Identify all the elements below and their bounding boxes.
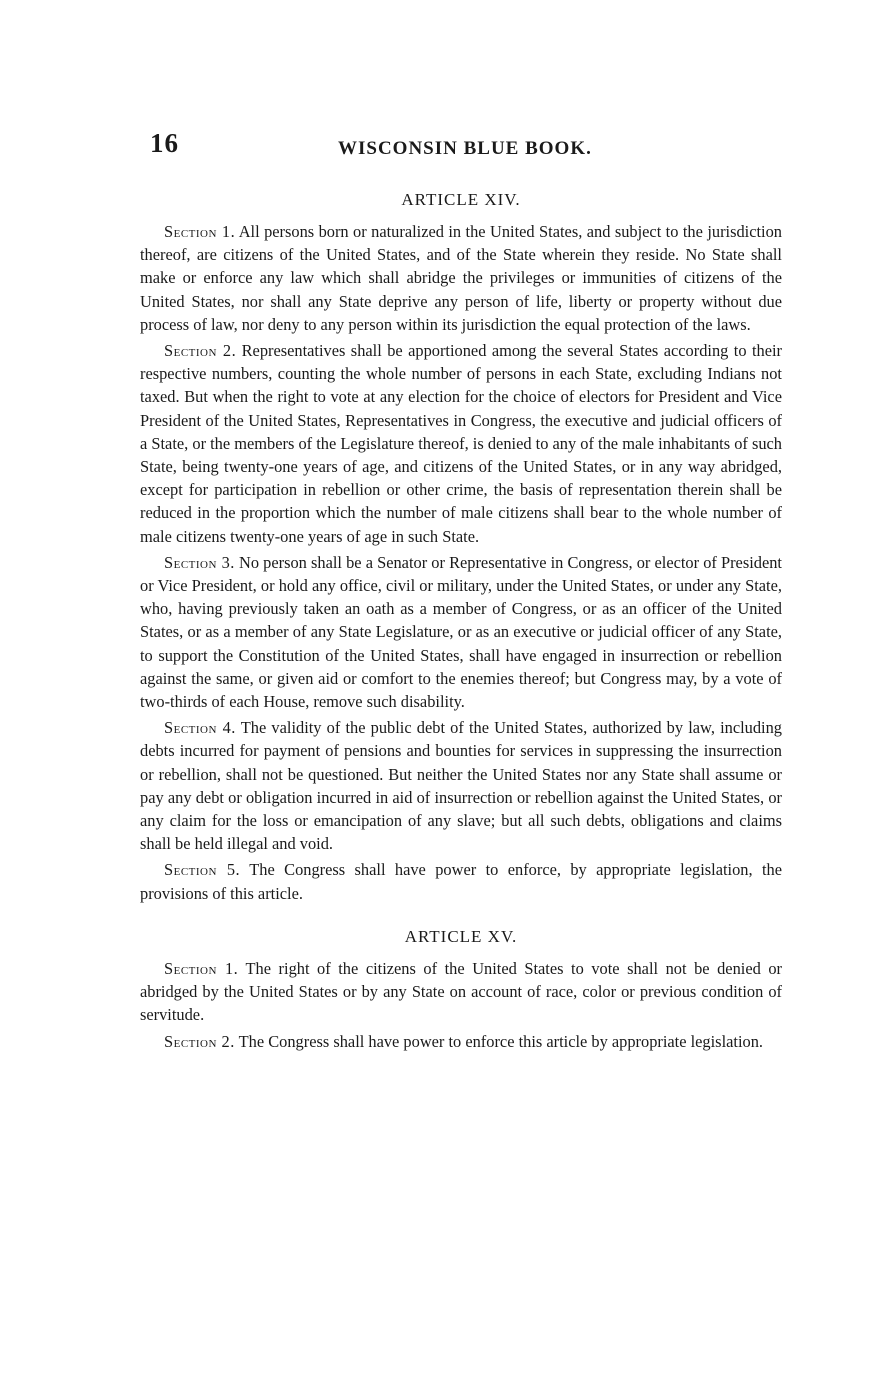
article-xiv-section-1	[140, 220, 782, 336]
body-text	[140, 190, 782, 1056]
page-header	[150, 128, 790, 168]
article-xv-heading: ARTICLE XV.	[404, 926, 518, 946]
section-label: Section 1.	[164, 958, 239, 978]
section-label: Section 5.	[164, 860, 241, 880]
section-label: Section 4.	[164, 718, 236, 738]
section-text: The Congress shall have power to enforce this article by appropriate legislation.	[238, 1031, 763, 1051]
article-xiv-section-2	[140, 339, 782, 548]
section-text: Representatives shall be apportioned among the several States according to their respective numbers, counting the whole number of persons in each State, excluding Indians not taxed. But when the right to vote at any election for the choice of electors for President and Vice President of the United States, Representatives in Congress, the executive and judicial officers of a State, or the members of the Legislature thereof, is denied to any of the male inhabitants of such State, being twenty-one years of age, and citizens of the United States, or in any way abridged, except for participation in rebellion or other crime, the basis of representation therein shall be reduced in the proportion which the number of male citizens shall bear to the whole number of male citizens twenty-one years of age in such State.	[140, 341, 782, 546]
section-text: The Congress shall have power to enforce, by appropriate legislation, the provisions of this article.	[140, 860, 782, 903]
article-xiv-section-5	[140, 858, 782, 904]
section-label: Section 1.	[164, 222, 236, 241]
section-text: No person shall be a Senator or Representative in Congress, or elector of President or Vice President, or hold any office, civil or military, under the United States, or under any State, who, having previously taken an oath as a member of Congress, or as an officer of the United States, or as a member of any State Legislature, or as an executive or judicial officer of any State, to support the Constitution of the United States, shall have engaged in insurrection or rebellion against the same, or given aid or comfort to the enemies thereof; but Congress may, by a vote of two-thirds of each House, remove such disability.	[140, 552, 782, 712]
section-text: The right of the citizens of the United States to vote shall not be denied or abridged by the United States or by any State on account of race, color or previous condition of servitude.	[140, 958, 782, 1025]
article-xiv-section-3	[140, 551, 782, 713]
article-xiv-section-4	[140, 716, 782, 855]
section-label: Section 2.	[164, 1031, 235, 1051]
section-label: Section 3.	[164, 552, 235, 572]
article-xv-section-1	[140, 957, 782, 1027]
article-xiv-heading: ARTICLE XIV.	[401, 190, 521, 209]
section-text: The validity of the public debt of the United States, authorized by law, including debts incurred for payment of pensions and bounties for services in suppressing the insurrection or rebellion, shall not be questioned. But neither the United States nor any State shall assume or pay any debt or obligation incurred in aid of insurrection or rebellion against the United States, or any claim for the loss or emancipation of any slave; but all such debts, obligations and claims shall be held illegal and void.	[140, 718, 782, 854]
running-head: WISCONSIN BLUE BOOK.	[338, 138, 592, 159]
article-xv-section-2	[140, 1030, 782, 1053]
section-text: All persons born or naturalized in the United States, and subject to the jurisdiction thereof, are citizens of the United States, and of the State wherein they reside. No State shall make or enforce any law which shall abridge the privileges or immunities of citizens of the United States, nor shall any State deprive any person of life, liberty or property without due process of law, nor deny to any person within its jurisdiction the equal protection of the laws.	[140, 222, 782, 334]
page-number: 16	[150, 128, 179, 158]
section-label: Section 2.	[164, 341, 237, 361]
